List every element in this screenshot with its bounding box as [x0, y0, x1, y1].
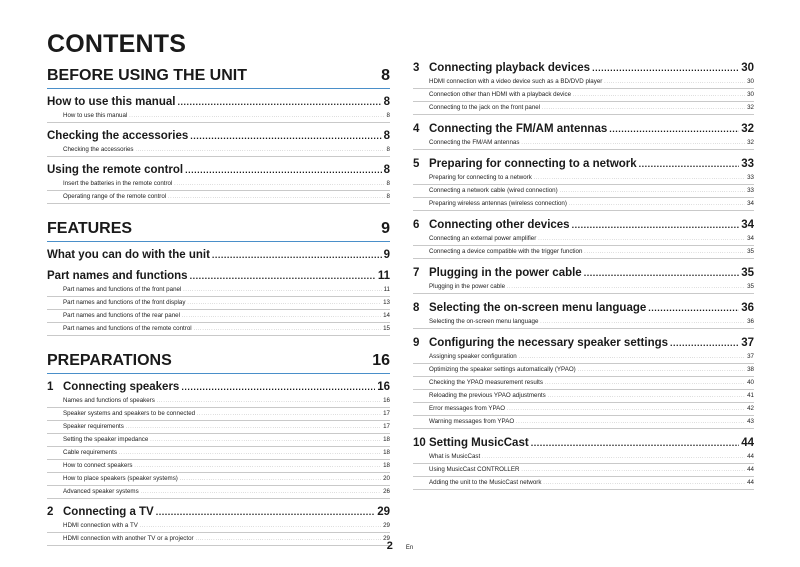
- item-page: 43: [747, 418, 754, 425]
- item-page: 42: [747, 405, 754, 412]
- item-title: Connection other than HDMI with a playback device: [429, 91, 572, 98]
- toc-item-link[interactable]: [413, 102, 754, 115]
- item-page: 8: [386, 146, 390, 153]
- page-footer: [0, 540, 800, 552]
- chapter-number: 5: [413, 158, 420, 170]
- dot-leader: [190, 268, 376, 284]
- dot-leader: [185, 162, 381, 178]
- dot-leader: [592, 60, 739, 76]
- item-title: Assigning speaker configuration: [429, 353, 517, 360]
- part-title: BEFORE USING THE UNIT: [47, 67, 248, 84]
- dot-leader: [534, 172, 745, 184]
- item-page: 8: [386, 180, 390, 187]
- dot-leader: [560, 185, 745, 197]
- item-title: How to place speakers (speaker systems): [63, 475, 178, 482]
- chapter-title: Selecting the on-screen menu language: [429, 302, 647, 314]
- item-title: Speaker systems and speakers to be connected: [63, 410, 196, 417]
- chapter-title: Connecting the FM/AM antennas: [429, 123, 608, 135]
- dot-leader: [197, 408, 381, 420]
- dot-leader: [129, 110, 384, 122]
- item-title: Preparing wireless antennas (wireless connection): [429, 200, 567, 207]
- dot-leader: [156, 504, 375, 520]
- toc-item-link[interactable]: [47, 297, 390, 310]
- chapter-title: What you can do with the unit: [47, 249, 210, 261]
- toc-chapter-link[interactable]: [413, 217, 754, 233]
- chapter-title: Connecting a TV: [63, 506, 154, 518]
- language-label: En: [405, 545, 414, 551]
- part-title: PREPARATIONS: [47, 352, 172, 369]
- toc-item-link[interactable]: [413, 198, 754, 211]
- page-number: 2: [386, 540, 393, 552]
- chapter-page: 9: [383, 249, 390, 261]
- item-title: Adding the unit to the MusicCast network: [429, 479, 542, 486]
- toc-chapter-link[interactable]: [413, 60, 754, 76]
- dot-leader: [507, 281, 745, 293]
- dot-leader: [569, 198, 745, 210]
- toc-item-link[interactable]: [47, 284, 390, 297]
- dot-leader: [584, 246, 745, 258]
- toc-item-link[interactable]: [413, 281, 754, 294]
- item-page: 37: [747, 353, 754, 360]
- chapter-number: 10: [413, 437, 426, 449]
- toc-chapter-link[interactable]: [413, 121, 754, 137]
- dot-leader: [150, 434, 381, 446]
- item-page: 30: [747, 91, 754, 98]
- item-page: 11: [383, 286, 390, 293]
- dot-leader: [168, 191, 384, 203]
- item-title: Operating range of the remote control: [63, 193, 167, 200]
- toc-item-link[interactable]: [47, 520, 390, 533]
- chapter-title: Connecting other devices: [429, 219, 570, 231]
- chapter-title: Configuring the necessary speaker settings: [429, 337, 669, 349]
- item-title: Advanced speaker systems: [63, 488, 139, 495]
- item-title: Connecting a network cable (wired connection): [429, 187, 558, 194]
- item-page: 44: [747, 453, 754, 460]
- toc-item-link[interactable]: [413, 403, 754, 416]
- toc-item-link[interactable]: [47, 323, 390, 336]
- chapter-page: 8: [383, 164, 390, 176]
- dot-leader: [540, 316, 745, 328]
- part-page: 8: [381, 67, 390, 84]
- chapter-number: 1: [47, 381, 54, 393]
- dot-leader: [543, 477, 745, 489]
- item-title: Part names and functions of the front panel: [63, 286, 182, 293]
- item-page: 44: [747, 479, 754, 486]
- item-page: 40: [747, 379, 754, 386]
- item-title: What is MusicCast: [429, 453, 481, 460]
- toc-item-link[interactable]: [413, 172, 754, 185]
- item-page: 29: [383, 535, 390, 542]
- dot-leader: [507, 403, 745, 415]
- toc-item-link[interactable]: [413, 137, 754, 150]
- toc-item-link[interactable]: [47, 460, 390, 473]
- dot-leader: [180, 473, 381, 485]
- chapter-title: Preparing for connecting to a network: [429, 158, 637, 170]
- toc-item-link[interactable]: [413, 477, 754, 490]
- chapter-number: 4: [413, 123, 420, 135]
- dot-leader: [538, 233, 745, 245]
- dot-leader: [531, 435, 740, 451]
- item-page: 35: [747, 248, 754, 255]
- chapter-page: 30: [741, 62, 754, 74]
- chapter-number: 6: [413, 219, 420, 231]
- dot-leader: [182, 310, 381, 322]
- dot-leader: [578, 364, 745, 376]
- dot-leader: [584, 265, 739, 281]
- toc-item-link[interactable]: [413, 185, 754, 198]
- chapter-page: 34: [741, 219, 754, 231]
- item-title: Error messages from YPAO: [429, 405, 506, 412]
- dot-leader: [177, 94, 381, 110]
- item-page: 8: [386, 112, 390, 119]
- item-title: Reloading the previous YPAO adjustments: [429, 392, 546, 399]
- item-title: How to connect speakers: [63, 462, 133, 469]
- chapter-title: Connecting speakers: [63, 381, 180, 393]
- toc-item-link[interactable]: [413, 246, 754, 259]
- toc-item-link[interactable]: [47, 486, 390, 499]
- toc-item-link[interactable]: [413, 451, 754, 464]
- dot-leader: [609, 121, 739, 137]
- chapter-page: 44: [741, 437, 754, 449]
- dot-leader: [670, 335, 739, 351]
- dot-leader: [482, 451, 745, 463]
- toc-chapter-link[interactable]: [47, 504, 390, 520]
- toc-item-link[interactable]: [413, 364, 754, 377]
- toc-item-link[interactable]: [413, 377, 754, 390]
- toc-item-link[interactable]: [413, 89, 754, 102]
- part-page: 16: [372, 352, 390, 369]
- item-page: 32: [747, 104, 754, 111]
- item-title: Using MusicCast CONTROLLER: [429, 466, 520, 473]
- item-title: Part names and functions of the remote control: [63, 325, 192, 332]
- item-page: 20: [383, 475, 390, 482]
- toc-item-link[interactable]: [413, 464, 754, 477]
- item-page: 26: [383, 488, 390, 495]
- item-title: Part names and functions of the front display: [63, 299, 186, 306]
- dot-leader: [140, 520, 381, 532]
- item-page: 32: [747, 139, 754, 146]
- dot-leader: [648, 300, 739, 316]
- chapter-title: How to use this manual: [47, 96, 176, 108]
- dot-leader: [136, 144, 385, 156]
- item-title: Speaker requirements: [63, 423, 124, 430]
- toc-item-link[interactable]: [47, 408, 390, 421]
- page-title: CONTENTS: [47, 30, 187, 58]
- chapter-page: 33: [741, 158, 754, 170]
- dot-leader: [521, 464, 745, 476]
- item-title: Preparing for connecting to a network: [429, 174, 532, 181]
- item-title: Connecting to the jack on the front panel: [429, 104, 541, 111]
- item-page: 18: [383, 449, 390, 456]
- dot-leader: [190, 128, 381, 144]
- toc-chapter-link[interactable]: [47, 162, 390, 178]
- chapter-title: Plugging in the power cable: [429, 267, 582, 279]
- toc-item-link[interactable]: [413, 416, 754, 429]
- chapter-page: 11: [377, 270, 390, 282]
- dot-leader: [187, 297, 381, 309]
- part-page: 9: [381, 220, 390, 237]
- dot-leader: [516, 416, 745, 428]
- toc-item-link[interactable]: [413, 316, 754, 329]
- chapter-page: 36: [741, 302, 754, 314]
- item-page: 29: [383, 522, 390, 529]
- toc-item-link[interactable]: [47, 434, 390, 447]
- item-page: 16: [383, 397, 390, 404]
- chapter-number: 8: [413, 302, 420, 314]
- item-page: 14: [383, 312, 390, 319]
- chapter-page: 29: [377, 506, 390, 518]
- toc-item-link[interactable]: [47, 144, 390, 157]
- item-title: Plugging in the power cable: [429, 283, 506, 290]
- toc-chapter-link[interactable]: [47, 268, 390, 284]
- item-title: Connecting a device compatible with the trigger function: [429, 248, 583, 255]
- toc-item-link[interactable]: [413, 351, 754, 364]
- part-heading[interactable]: [47, 220, 390, 242]
- dot-leader: [157, 395, 381, 407]
- chapter-title: Part names and functions: [47, 270, 188, 282]
- dot-leader: [212, 247, 382, 263]
- item-title: HDMI connection with a TV: [63, 522, 138, 529]
- item-page: 36: [747, 318, 754, 325]
- toc-item-link[interactable]: [47, 110, 390, 123]
- chapter-page: 8: [383, 130, 390, 142]
- item-page: 33: [747, 174, 754, 181]
- item-page: 15: [383, 325, 390, 332]
- item-page: 38: [747, 366, 754, 373]
- chapter-title: Setting MusicCast: [429, 437, 529, 449]
- item-page: 30: [747, 78, 754, 85]
- toc-item-link[interactable]: [47, 178, 390, 191]
- item-title: Cable requirements: [63, 449, 117, 456]
- dot-leader: [639, 156, 740, 172]
- item-title: Selecting the on-screen menu language: [429, 318, 539, 325]
- toc-item-link[interactable]: [47, 191, 390, 204]
- dot-leader: [573, 89, 745, 101]
- dot-leader: [572, 217, 740, 233]
- toc-item-link[interactable]: [47, 395, 390, 408]
- toc-chapter-link[interactable]: [47, 379, 390, 395]
- chapter-page: 16: [377, 381, 390, 393]
- toc-chapter-link[interactable]: [413, 300, 754, 316]
- item-title: Connecting an external power amplifier: [429, 235, 537, 242]
- dot-leader: [134, 460, 381, 472]
- item-page: 17: [383, 423, 390, 430]
- item-page: 35: [747, 283, 754, 290]
- chapter-title: Connecting playback devices: [429, 62, 591, 74]
- toc-chapter-link[interactable]: [413, 265, 754, 281]
- chapter-number: 3: [413, 62, 420, 74]
- item-page: 18: [383, 436, 390, 443]
- dot-leader: [548, 390, 745, 402]
- item-title: Insert the batteries in the remote control: [63, 180, 173, 187]
- part-heading[interactable]: [47, 352, 390, 374]
- item-page: 41: [747, 392, 754, 399]
- dot-leader: [521, 137, 745, 149]
- dot-leader: [519, 351, 745, 363]
- dot-leader: [545, 377, 745, 389]
- toc-item-link[interactable]: [47, 473, 390, 486]
- chapter-page: 37: [741, 337, 754, 349]
- part-heading[interactable]: [47, 67, 390, 89]
- item-title: How to use this manual: [63, 112, 128, 119]
- dot-leader: [183, 284, 381, 296]
- item-page: 34: [747, 200, 754, 207]
- item-title: HDMI connection with another TV or a projector: [63, 535, 194, 542]
- item-page: 34: [747, 235, 754, 242]
- toc-chapter-link[interactable]: [47, 128, 390, 144]
- dot-leader: [141, 486, 381, 498]
- toc-chapter-link[interactable]: [413, 335, 754, 351]
- item-title: Warning messages from YPAO: [429, 418, 515, 425]
- dot-leader: [126, 421, 381, 433]
- toc-item-link[interactable]: [47, 447, 390, 460]
- item-page: 18: [383, 462, 390, 469]
- item-title: Optimizing the speaker settings automatically (YPAO): [429, 366, 576, 373]
- toc-chapter-link[interactable]: [413, 435, 754, 451]
- dot-leader: [604, 76, 745, 88]
- item-title: Connecting the FM/AM antennas: [429, 139, 520, 146]
- chapter-number: 2: [47, 506, 54, 518]
- dot-leader: [542, 102, 745, 114]
- toc-item-link[interactable]: [413, 390, 754, 403]
- item-title: Names and functions of speakers: [63, 397, 155, 404]
- toc-right-column: [413, 58, 754, 490]
- chapter-title: Using the remote control: [47, 164, 184, 176]
- chapter-page: 32: [741, 123, 754, 135]
- part-title: FEATURES: [47, 220, 133, 237]
- chapter-page: 8: [383, 96, 390, 108]
- item-page: 17: [383, 410, 390, 417]
- toc-chapter-link[interactable]: [47, 94, 390, 110]
- dot-leader: [119, 447, 381, 459]
- dot-leader: [174, 178, 384, 190]
- toc-item-link[interactable]: [47, 421, 390, 434]
- item-page: 13: [383, 299, 390, 306]
- chapter-number: 9: [413, 337, 420, 349]
- chapter-page: 35: [741, 267, 754, 279]
- toc-chapter-link[interactable]: [47, 247, 390, 263]
- toc-left-column: [47, 60, 390, 546]
- dot-leader: [181, 379, 375, 395]
- item-title: Checking the YPAO measurement results: [429, 379, 543, 386]
- item-title: Setting the speaker impedance: [63, 436, 149, 443]
- chapter-number: 7: [413, 267, 420, 279]
- toc-item-link[interactable]: [413, 233, 754, 246]
- item-title: Part names and functions of the rear panel: [63, 312, 180, 319]
- chapter-title: Checking the accessories: [47, 130, 189, 142]
- toc-item-link[interactable]: [47, 310, 390, 323]
- item-page: 44: [747, 466, 754, 473]
- item-page: 8: [386, 193, 390, 200]
- toc-item-link[interactable]: [413, 76, 754, 89]
- dot-leader: [194, 323, 381, 335]
- item-page: 33: [747, 187, 754, 194]
- item-title: Checking the accessories: [63, 146, 134, 153]
- item-title: HDMI connection with a video device such as a BD/DVD player: [429, 78, 603, 85]
- toc-chapter-link[interactable]: [413, 156, 754, 172]
